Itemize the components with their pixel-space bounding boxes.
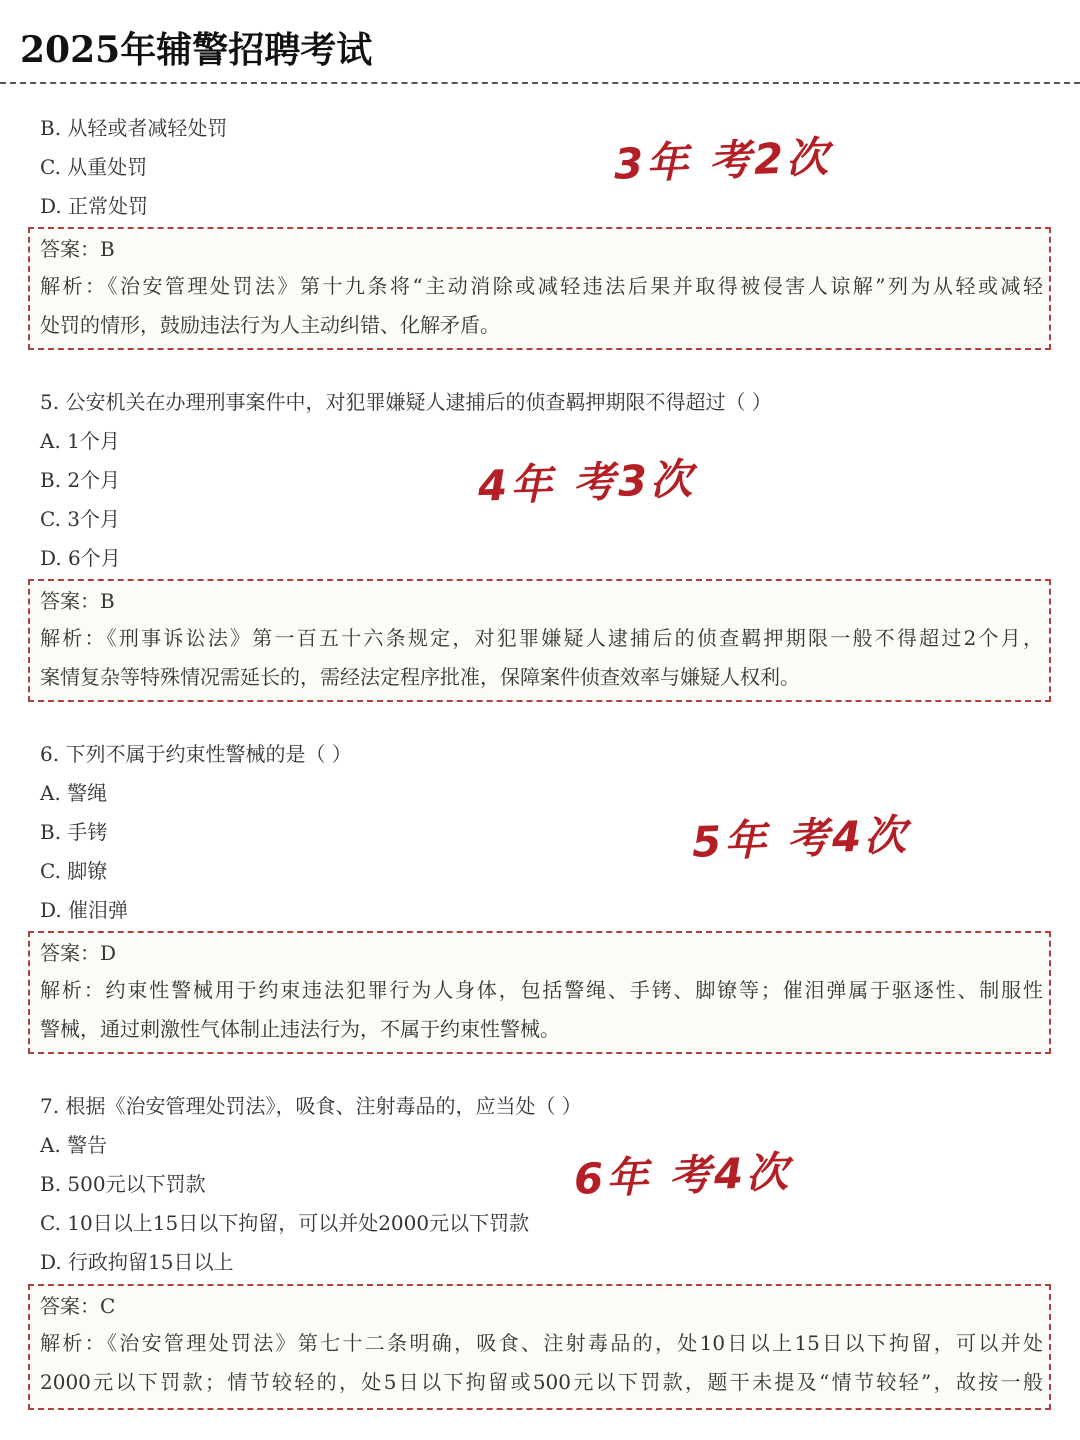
q4-explanation-line-2: 处罚的情形，鼓励违法行为人主动纠错、化解矛盾。 <box>40 313 500 337</box>
title-divider <box>0 82 1080 84</box>
q7-option-d: D. 行政拘留15日以上 <box>40 1250 234 1274</box>
q4-option-c: C. 从重处罚 <box>40 155 148 179</box>
q5-option-c: C. 3个月 <box>40 507 121 531</box>
q4-handwritten-note: 3年 考2次 <box>613 132 832 189</box>
q6-explanation-line-2: 警械，通过刺激性气体制止违法行为，不属于约束性警械。 <box>40 1017 560 1041</box>
q7-explanation-line-1: 解析：《治安管理处罚法》第七十二条明确，吸食、注射毒品的，处10日以上15日以下拘留，可以并处 <box>40 1331 1043 1355</box>
q5-question: 5. 公安机关在办理刑事案件中，对犯罪嫌疑人逮捕后的侦查羁押期限不得超过（ ） <box>40 390 772 414</box>
q5-explanation <box>40 619 1043 697</box>
q6-option-b: B. 手铐 <box>40 820 108 844</box>
q7-explanation-line-2: 2000元以下罚款；情节较轻的，处5日以下拘留或500元以下罚款，题干未提及“情节较轻”，故按一般 <box>40 1370 1043 1394</box>
q7-question: 7. 根据《治安管理处罚法》，吸食、注射毒品的，应当处（ ） <box>40 1094 582 1118</box>
q6-question: 6. 下列不属于约束性警械的是（ ） <box>40 742 352 766</box>
q4-answer: 答案：B <box>40 237 115 261</box>
q7-explanation <box>40 1324 1043 1402</box>
q5-answer: 答案：B <box>40 589 115 613</box>
q4-explanation <box>40 267 1043 345</box>
q4-answer-box <box>28 227 1051 350</box>
q4-option-b: B. 从轻或者减轻处罚 <box>40 116 228 140</box>
q6-option-a: A. 警绳 <box>40 781 108 805</box>
q7-option-c: C. 10日以上15日以下拘留，可以并处2000元以下罚款 <box>40 1211 530 1235</box>
q6-explanation-line-1: 解析：约束性警械用于约束违法犯罪行为人身体，包括警绳、手铐、脚镣等；催泪弹属于驱逐性、制服性 <box>40 978 1043 1002</box>
q5-explanation-line-1: 解析：《刑事诉讼法》第一百五十六条规定，对犯罪嫌疑人逮捕后的侦查羁押期限一般不得超过2个月， <box>40 626 1043 650</box>
q7-option-b: B. 500元以下罚款 <box>40 1172 206 1196</box>
q7-option-a: A. 警告 <box>40 1133 108 1157</box>
q7-handwritten-note: 6年 考4次 <box>573 1147 792 1204</box>
q7-answer-box <box>28 1284 1051 1410</box>
q6-option-c: C. 脚镣 <box>40 859 108 883</box>
q6-option-d: D. 催泪弹 <box>40 898 129 922</box>
q5-handwritten-note: 4年 考3次 <box>477 454 696 511</box>
page-title: 2025年辅警招聘考试 <box>20 29 373 71</box>
q5-option-d: D. 6个月 <box>40 546 121 570</box>
q4-option-d: D. 正常处罚 <box>40 194 149 218</box>
q5-explanation-line-2: 案情复杂等特殊情况需延长的，需经法定程序批准，保障案件侦查效率与嫌疑人权利。 <box>40 665 800 689</box>
q5-answer-box <box>28 579 1051 702</box>
q6-answer: 答案：D <box>40 941 117 965</box>
q7-answer: 答案：C <box>40 1294 116 1318</box>
q5-option-a: A. 1个月 <box>40 429 120 453</box>
q6-answer-box <box>28 931 1051 1054</box>
q6-handwritten-note: 5年 考4次 <box>691 810 910 867</box>
q5-option-b: B. 2个月 <box>40 468 121 492</box>
q6-explanation <box>40 971 1043 1049</box>
q4-explanation-line-1: 解析：《治安管理处罚法》第十九条将“主动消除或减轻违法后果并取得被侵害人谅解”列为从轻或减轻 <box>40 274 1043 298</box>
